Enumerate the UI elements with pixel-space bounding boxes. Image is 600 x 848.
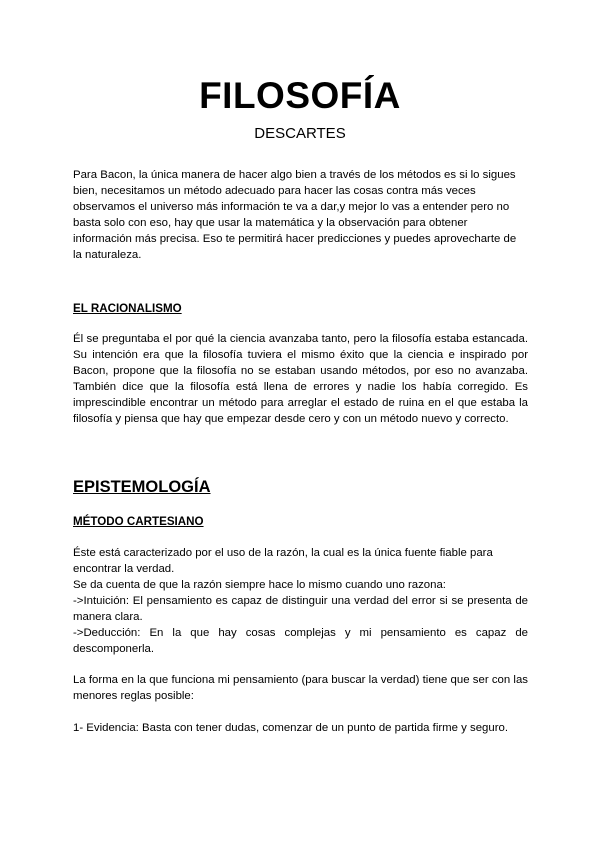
metodo-paragraph-6: 1- Evidencia: Basta con tener dudas, comenzar de un punto de partida firme y seguro. (73, 722, 508, 734)
epistemologia-heading: EPISTEMOLOGÍA (73, 478, 211, 496)
document-title: FILOSOFÍA (199, 75, 401, 116)
racionalismo-heading: EL RACIONALISMO (73, 302, 182, 315)
metodo-paragraph-3: ->Intuición: El pensamiento es capaz de distinguir una verdad del error si se presenta de manera clara. (73, 595, 528, 623)
intro-paragraph: Para Bacon, la única manera de hacer algo bien a través de los métodos es si lo sigues bien, necesitamos un método adecuado para hacer las cosas contra más veces observamos el universo más información te va a dar,y mejor lo vas a entender pero no basta solo con eso, hay que usar la matemática y la observación para obtener información más precisa. Eso te permitirá hacer predicciones y puedes aprovecharte de la naturaleza. (73, 169, 517, 261)
metodo-paragraph-5: La forma en la que funciona mi pensamiento (para buscar la verdad) tiene que ser con las menores reglas posible: (73, 674, 528, 702)
document-subtitle: DESCARTES (254, 125, 346, 142)
metodo-paragraph-1: Éste está caracterizado por el uso de la razón, la cual es la única fuente fiable para encontrar la verdad. (73, 547, 493, 575)
metodo-paragraph-4: ->Deducción: En la que hay cosas complejas y mi pensamiento es capaz de descomponerla. (73, 627, 528, 655)
metodo-cartesiano-heading: MÉTODO CARTESIANO (73, 515, 204, 528)
racionalismo-paragraph: Él se preguntaba el por qué la ciencia avanzaba tanto, pero la filosofía estaba estancada. Su intención era que la filosofía tuviera el mismo éxito que la ciencia e inspirado por Bacon, propone que la filosofía no se estaban usando métodos, por eso no avanzaba. También dice que la filosofía está llena de errores y nadie los había corregido. Es imprescindible encontrar un método para arreglar el estado de ruina en el que estaba la filosofía y piensa que hay que empezar desde cero y con un método nuevo y correcto. (73, 333, 528, 425)
metodo-paragraph-2: Se da cuenta de que la razón siempre hace lo mismo cuando uno razona: (73, 579, 446, 591)
